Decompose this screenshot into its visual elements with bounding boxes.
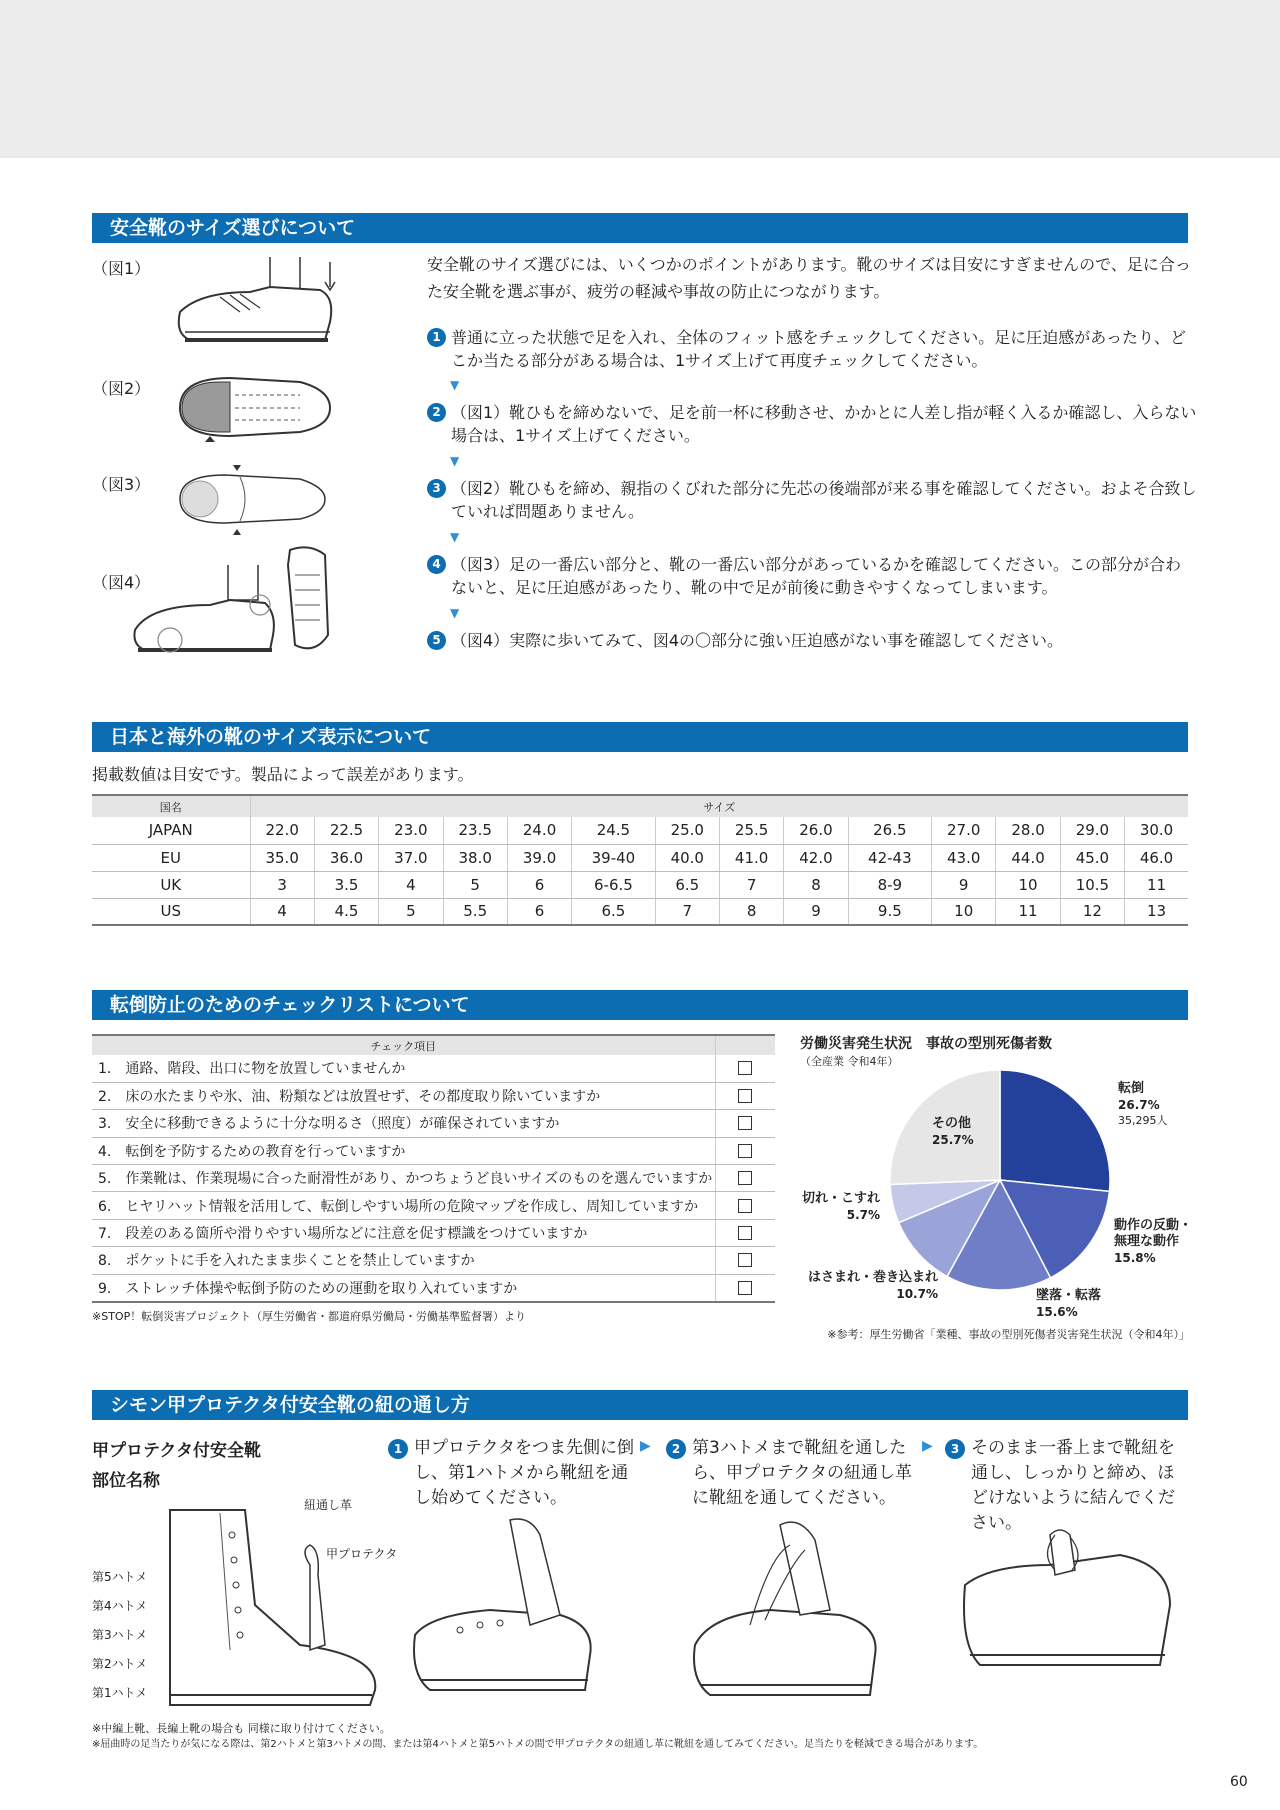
lacing-step-2-illustration [690,1515,890,1705]
fall-prevention-checklist [92,1034,775,1303]
size-cell: 24.0 [507,817,571,844]
check-item: 5. 作業靴は、作業現場に合った耐滑性があり、かつちょうど良いサイズのものを選んでいますか [92,1165,715,1192]
size-cell: 37.0 [379,844,443,871]
table-row [92,1247,775,1274]
pie-label-name: 切れ・こすれ [801,1191,880,1206]
check-item: 8. ポケットに手を入れたまま歩くことを禁止していますか [92,1247,715,1274]
country-cell: EU [92,844,250,871]
fig2-shoe-top-view [170,370,340,445]
pie-label-extra: 35,295人 [1118,1114,1168,1127]
size-step-4 [427,553,1197,599]
size-cell: 28.0 [996,817,1060,844]
step-arrow-icon: ▼ [450,454,460,468]
checkbox-icon [738,1171,752,1185]
lacing-step-1 [388,1436,638,1511]
size-cell: 6 [507,871,571,898]
size-cell: 10 [996,871,1060,898]
table-row [92,1055,775,1082]
checkbox-icon [738,1116,752,1130]
size-cell: 26.5 [848,817,931,844]
pie-label-name: その他 [932,1116,972,1131]
table-header-row [92,1035,775,1055]
pie-label-pct: 10.7% [896,1287,938,1301]
size-cell: 5.5 [443,898,507,925]
section-title-lacing: シモン甲プロテクタ付安全靴の紐の通し方 [92,1390,1188,1420]
step-number: 3 [427,479,446,498]
part-label: 第5ハトメ [92,1570,148,1584]
size-cell: 6 [507,898,571,925]
step-text: 普通に立った状態で足を入れ、全体のフィット感をチェックしてください。足に圧迫感があったり、どこか当たる部分がある場合は、1サイズ上げて再度チェックしてください。 [451,328,1187,370]
checkbox[interactable] [715,1274,775,1301]
section-title-checklist: 転倒防止のためのチェックリストについて [92,990,1188,1020]
size-cell: 25.0 [655,817,719,844]
table-header-row [92,795,1188,817]
size-step-5 [427,629,1197,652]
size-cell: 9 [784,898,848,925]
chart-reference: ※参考：厚生労働省「業種、事故の型別死傷者災害発生状況（令和4年）」 [827,1328,1190,1341]
check-item: 9. ストレッチ体操や転倒予防のための運動を取り入れていますか [92,1274,715,1301]
part-label: 第4ハトメ [92,1599,148,1613]
pie-label-falling [1036,1288,1101,1320]
table-row [92,1274,775,1301]
pie-label-name: 動作の反動・無理な動作 [1114,1218,1193,1249]
pie-label-pct: 25.7% [932,1133,974,1147]
size-cell: 6.5 [572,898,655,925]
step-text: （図2）靴ひもを締め、親指のくびれた部分に先芯の後端部が来る事を確認してください。およそ合致していれば問題ありません。 [451,479,1197,521]
header-country: 国名 [92,795,250,817]
step-number: 2 [427,403,446,422]
table-row [92,844,1188,871]
fig4-shoe-illustration [130,545,340,660]
size-cell: 8 [719,898,783,925]
checkbox-icon [738,1089,752,1103]
fig1-label: （図1） [92,259,151,278]
step-text: （図4）実際に歩いてみて、図4の〇部分に強い圧迫感がない事を確認してください。 [451,631,1064,650]
size-cell: 42-43 [848,844,931,871]
checkbox[interactable] [715,1055,775,1082]
country-cell: JAPAN [92,817,250,844]
step-text: （図3）足の一番広い部分と、靴の一番広い部分があっているかを確認してください。この部分が合わないと、足に圧迫感があったり、靴の中で足が前後に動きやすくなってしまいます。 [451,555,1182,597]
size-cell: 41.0 [719,844,783,871]
check-item: 4. 転倒を予防するための教育を行っていますか [92,1137,715,1164]
size-step-2 [427,401,1197,447]
pie-label-other [932,1116,974,1148]
chart-title: 労働災害発生状況 事故の型別死傷者数 [800,1036,1052,1052]
pie-label-caught [798,1270,938,1302]
parts-title-2: 部位名称 [92,1471,160,1491]
country-cell: US [92,898,250,925]
step-arrow-icon: ▶ [922,1438,933,1454]
check-item: 3. 安全に移動できるように十分な明るさ（照度）が確保されていますか [92,1110,715,1137]
fig2-label: （図2） [92,379,151,398]
checkbox[interactable] [715,1137,775,1164]
step-number: 1 [427,328,446,347]
size-cell: 44.0 [996,844,1060,871]
size-cell: 8 [784,871,848,898]
table-row [92,1137,775,1164]
size-cell: 6.5 [655,871,719,898]
country-cell: UK [92,871,250,898]
size-cell: 39.0 [507,844,571,871]
fig3-label: （図3） [92,475,151,494]
step-number: 1 [388,1439,408,1459]
checkbox-icon [738,1199,752,1213]
size-cell: 5 [443,871,507,898]
table-row [92,1219,775,1246]
check-item: 1. 通路、階段、出口に物を放置していませんか [92,1055,715,1082]
lacing-step-1-illustration [410,1515,600,1705]
size-cell: 43.0 [932,844,996,871]
pie-label-name: 転倒 [1118,1081,1145,1096]
section-title-size-selection: 安全靴のサイズ選びについて [92,213,1188,243]
checkbox[interactable] [715,1165,775,1192]
size-cell: 23.0 [379,817,443,844]
page-number: 60 [1230,1774,1248,1790]
table-row [92,817,1188,844]
size-cell: 35.0 [250,844,314,871]
step-arrow-icon: ▼ [450,378,460,392]
size-cell: 3.5 [314,871,378,898]
size-cell: 12 [1060,898,1124,925]
step-number: 3 [945,1439,965,1459]
step-arrow-icon: ▼ [450,530,460,544]
size-cell: 10.5 [1060,871,1124,898]
size-cell: 30.0 [1125,817,1188,844]
table-row [92,1165,775,1192]
size-cell: 24.5 [572,817,655,844]
checkbox[interactable] [715,1247,775,1274]
size-cell: 9 [932,871,996,898]
step-text: そのまま一番上まで靴紐を通し、しっかりと締め、ほどけないように結んでください。 [971,1438,1175,1533]
section-title-size-chart: 日本と海外の靴のサイズ表示について [92,722,1188,752]
size-cell: 13 [1125,898,1188,925]
size-cell: 4 [250,898,314,925]
header-size: サイズ [250,795,1188,817]
size-cell: 42.0 [784,844,848,871]
size-selection-intro: 安全靴のサイズ選びには、いくつかのポイントがあります。靴のサイズは目安にすぎませんので、足に合った安全靴を選ぶ事が、疲労の軽減や事故の防止につながります。 [427,255,1191,301]
header-check-item: チェック項目 [92,1035,715,1055]
pie-label-fall [1118,1081,1168,1129]
pie-label-name: 墜落・転落 [1036,1288,1102,1303]
size-conversion-table [92,794,1188,926]
size-cell: 7 [719,871,783,898]
chart-subtitle: （全産業 令和4年） [800,1055,899,1068]
fig1-shoe-illustration [170,252,350,352]
size-step-1 [427,326,1197,372]
table-row [92,898,1188,925]
size-cell: 26.0 [784,817,848,844]
size-cell: 9.5 [848,898,931,925]
checkbox[interactable] [715,1219,775,1246]
step-number: 4 [427,555,446,574]
size-cell: 22.5 [314,817,378,844]
size-cell: 5 [379,898,443,925]
lacing-note-1: ※中編上靴、長編上靴の場合も 同様に取り付けてください。 [92,1722,391,1735]
checkbox[interactable] [715,1082,775,1109]
size-cell: 40.0 [655,844,719,871]
parts-title-1: 甲プロテクタ付安全靴 [92,1441,261,1461]
size-cell: 23.5 [443,817,507,844]
size-cell: 45.0 [1060,844,1124,871]
table-row [92,1110,775,1137]
checkbox[interactable] [715,1192,775,1219]
step-text: 甲プロテクタをつま先側に倒し、第1ハトメから靴紐を通し始めてください。 [414,1438,634,1508]
fig3-sole-view [170,463,335,538]
part-label: 第2ハトメ [92,1657,148,1671]
checkbox[interactable] [715,1110,775,1137]
step-text: 第3ハトメまで靴紐を通したら、甲プロテクタの紐通し革に靴紐を通してください。 [692,1438,912,1508]
check-item: 2. 床の水たまりや氷、油、粉類などは放置せず、その都度取り除いていますか [92,1082,715,1109]
part-label: 第1ハトメ [92,1686,148,1700]
checkbox-icon [738,1253,752,1267]
fig4-label: （図4） [92,573,151,592]
size-cell: 36.0 [314,844,378,871]
size-cell: 29.0 [1060,817,1124,844]
size-cell: 46.0 [1125,844,1188,871]
size-cell: 4 [379,871,443,898]
size-cell: 10 [932,898,996,925]
check-item: 6. ヒヤリハット情報を活用して、転倒しやすい場所の危険マップを作成し、周知していますか [92,1192,715,1219]
header-checkbox [715,1035,775,1055]
table-row [92,1082,775,1109]
top-band [0,0,1280,158]
pie-slice [1000,1070,1110,1191]
size-cell: 4.5 [314,898,378,925]
boot-parts-illustration [160,1505,390,1715]
size-cell: 25.5 [719,817,783,844]
pie-label-cut [798,1191,880,1223]
size-cell: 11 [996,898,1060,925]
size-cell: 3 [250,871,314,898]
size-cell: 38.0 [443,844,507,871]
size-cell: 22.0 [250,817,314,844]
checkbox-icon [738,1281,752,1295]
pie-label-name: はさまれ・巻き込まれ [807,1270,938,1285]
checkbox-icon [738,1061,752,1075]
pie-label-reaction [1114,1218,1194,1266]
table-row [92,871,1188,898]
lacing-note-2: ※屈曲時の足当たりが気になる際は、第2ハトメと第3ハトメの間、または第4ハトメと第5ハトメの間で甲プロテクタの紐通し革に靴紐を通してみてください。足当たりを軽減できる場合があります。 [92,1739,984,1750]
checklist-source: ※STOP！転倒災害プロジェクト（厚生労働省・都道府県労働局・労働基準監督署）より [92,1310,526,1323]
size-cell: 7 [655,898,719,925]
check-item: 7. 段差のある箇所や滑りやすい場所などに注意を促す標識をつけていますか [92,1219,715,1246]
part-label: 紐通し革 [304,1498,353,1512]
lacing-step-2 [666,1436,926,1511]
step-number: 5 [427,631,446,650]
size-cell: 6-6.5 [572,871,655,898]
accident-pie-chart [880,1060,1120,1300]
lacing-step-3-illustration [960,1515,1180,1705]
table-row [92,1192,775,1219]
size-step-3 [427,477,1197,523]
pie-label-pct: 15.6% [1036,1305,1078,1319]
size-cell: 39-40 [572,844,655,871]
pie-label-pct: 5.7% [846,1208,880,1222]
step-number: 2 [666,1439,686,1459]
checkbox-icon [738,1226,752,1240]
size-cell: 8-9 [848,871,931,898]
checkbox-icon [738,1144,752,1158]
step-arrow-icon: ▼ [450,606,460,620]
step-arrow-icon: ▶ [640,1438,651,1454]
step-text: （図1）靴ひもを締めないで、足を前一杯に移動させ、かかとに人差し指が軽く入るか確認し、入らない場合は、1サイズ上げてください。 [451,403,1197,445]
part-label: 第3ハトメ [92,1628,148,1642]
pie-label-pct: 26.7% [1118,1098,1160,1112]
pie-label-pct: 15.8% [1114,1251,1156,1265]
part-label: 甲プロテクタ [326,1547,398,1561]
size-cell: 27.0 [932,817,996,844]
size-cell: 11 [1125,871,1188,898]
size-chart-note: 掲載数値は目安です。製品によって誤差があります。 [92,765,474,784]
